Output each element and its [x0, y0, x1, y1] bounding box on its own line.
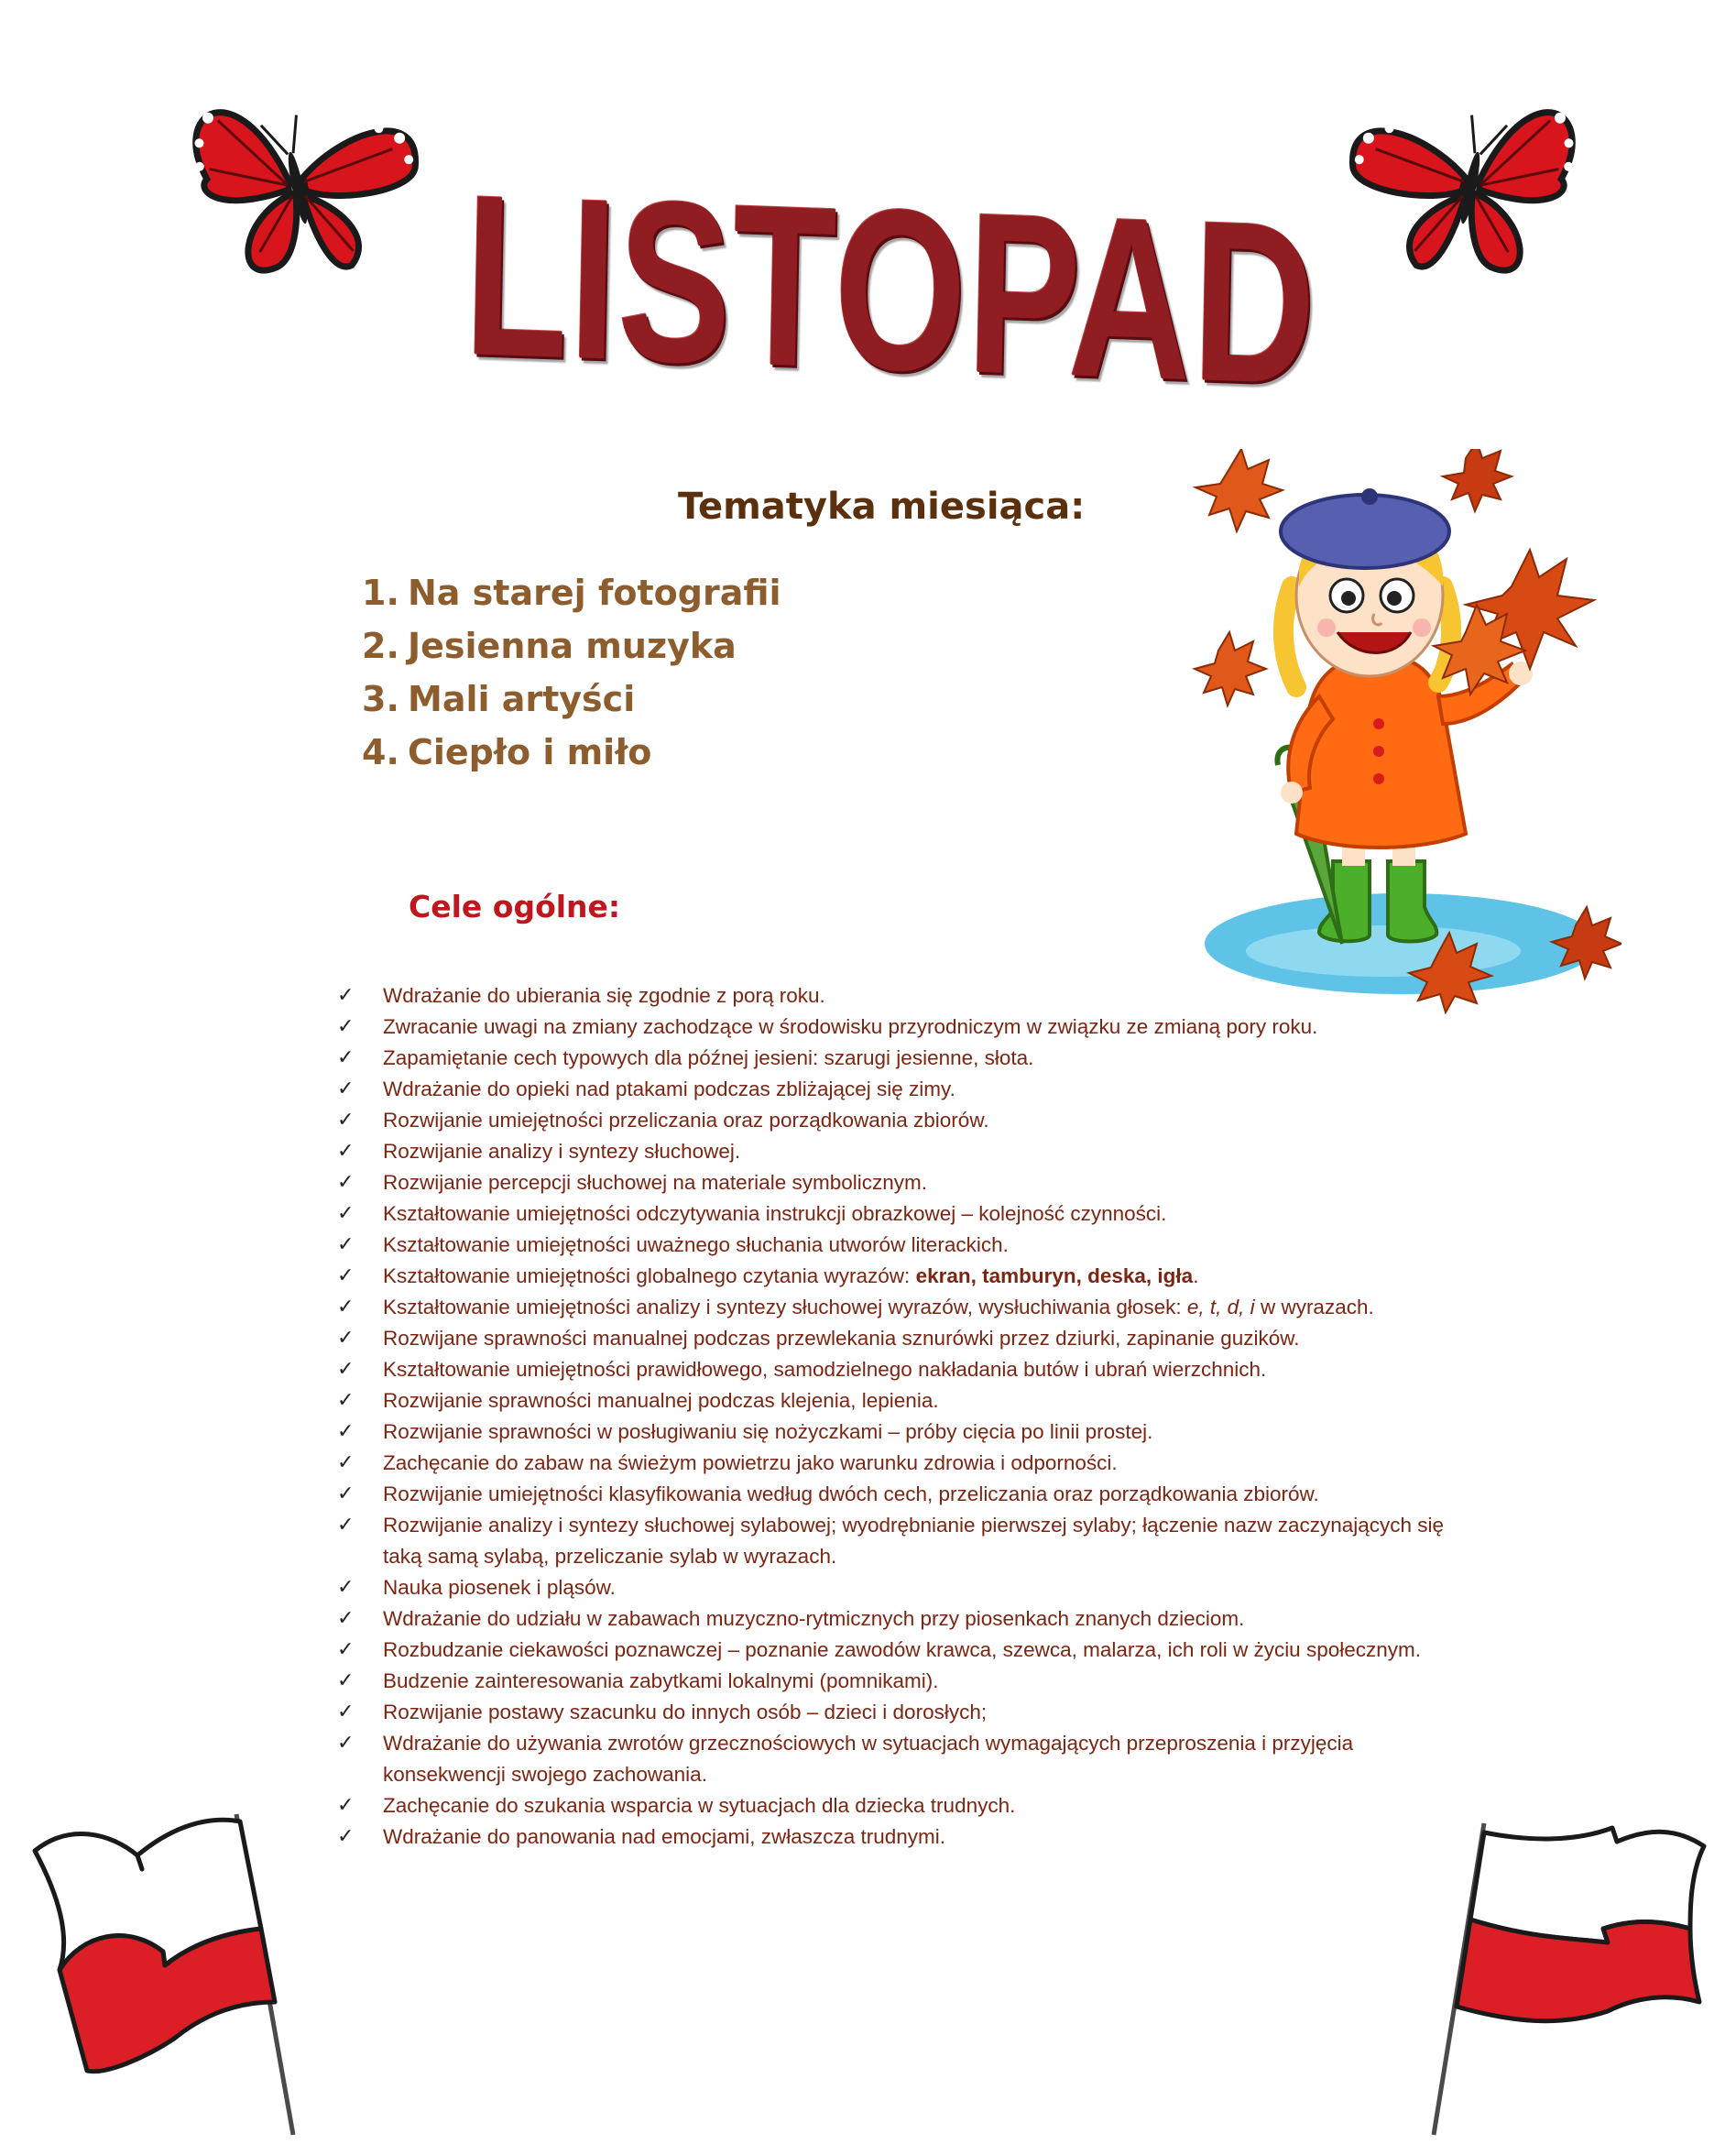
check-icon: ✓: [337, 984, 355, 1007]
goal-item: ✓ Rozwijanie umiejętności przeliczania oraz porządkowania zbiorów.: [337, 1105, 1455, 1136]
goal-item: ✓ Rozbudzanie ciekawości poznawczej – poznanie zawodów krawca, szewca, malarza, ich roli w życiu społecznym.: [337, 1635, 1455, 1666]
goal-item: ✓ Rozwijanie postawy szacunku do innych osób – dzieci i dorosłych;: [337, 1697, 1455, 1728]
check-icon: ✓: [337, 1296, 355, 1318]
check-icon: ✓: [337, 1794, 355, 1817]
goal-item: ✓ Zapamiętanie cech typowych dla późnej jesieni: szarugi jesienne, słota.: [337, 1043, 1455, 1074]
butterfly-right-icon: [1347, 50, 1594, 307]
goal-item: ✓ Kształtowanie umiejętności globalnego czytania wyrazów: ekran, tamburyn, deska, igła.: [337, 1261, 1455, 1292]
goal-item: ✓ Rozwijanie sprawności w posługiwaniu się nożyczkami – próby cięcia po linii prostej.: [337, 1417, 1455, 1448]
check-icon: ✓: [337, 1389, 355, 1412]
goal-item: ✓ Kształtowanie umiejętności odczytywania instrukcji obrazkowej – kolejność czynności.: [337, 1198, 1455, 1230]
check-icon: ✓: [337, 1140, 355, 1163]
goal-item: ✓ Rozwijanie analizy i syntezy słuchowej sylabowej; wyodrębnianie pierwszej sylaby; łączenie nazw zaczynających się taką samą sylabą, przeliczanie sylab w wyrazach.: [337, 1510, 1455, 1572]
goal-item: ✓ Zwracanie uwagi na zmiany zachodzące w środowisku przyrodniczym w związku ze zmianą pory roku.: [337, 1012, 1455, 1043]
check-icon: ✓: [337, 1607, 355, 1630]
polish-flag-right-icon: [1429, 1819, 1722, 2139]
goal-item: ✓ Zachęcanie do szukania wsparcia w sytuacjach dla dziecka trudnych.: [337, 1790, 1455, 1821]
goal-item: ✓ Nauka piosenek i pląsów.: [337, 1572, 1455, 1603]
theme-item: 1. Na starej fotografii: [362, 573, 781, 613]
check-icon: ✓: [337, 1701, 355, 1723]
check-icon: ✓: [337, 1732, 355, 1755]
check-icon: ✓: [337, 1420, 355, 1443]
butterfly-left-icon: [174, 50, 421, 307]
goal-item: ✓ Rozwijanie umiejętności klasyfikowania według dwóch cech, przeliczania oraz porządkowania zbiorów.: [337, 1479, 1455, 1510]
goal-item: ✓ Kształtowanie umiejętności uważnego słuchania utworów literackich.: [337, 1230, 1455, 1261]
check-icon: ✓: [337, 1825, 355, 1848]
check-icon: ✓: [337, 1233, 355, 1256]
check-icon: ✓: [337, 1171, 355, 1194]
goal-item: ✓ Wdrażanie do udziału w zabawach muzyczno-rytmicznych przy piosenkach znanych dzieciom.: [337, 1603, 1455, 1635]
goal-item: ✓ Wdrażanie do opieki nad ptakami podczas zbliżającej się zimy.: [337, 1074, 1455, 1105]
page-title: LISTOPAD: [462, 147, 1319, 432]
goal-item: ✓ Wdrażanie do panowania nad emocjami, zwłaszcza trudnymi.: [337, 1821, 1455, 1853]
check-icon: ✓: [337, 1077, 355, 1100]
check-icon: ✓: [337, 1482, 355, 1505]
month-theme-heading: Tematyka miesiąca:: [678, 486, 1086, 528]
theme-item: 2. Jesienna muzyka: [362, 626, 737, 666]
goal-item: ✓ Kształtowanie umiejętności prawidłowego, samodzielnego nakładania butów i ubrań wierzchnich.: [337, 1354, 1455, 1385]
goal-item: ✓ Rozwijane sprawności manualnej podczas przewlekania sznurówki przez dziurki, zapinanie guzików.: [337, 1323, 1455, 1354]
general-goals-heading: Cele ogólne:: [409, 889, 621, 924]
check-icon: ✓: [337, 1638, 355, 1661]
goal-item: ✓ Wdrażanie do używania zwrotów grzecznościowych w sytuacjach wymagających przeproszenia i przyjęcia konsekwencji swojego zachowania.: [337, 1728, 1455, 1790]
goal-item: ✓ Budzenie zainteresowania zabytkami lokalnymi (pomnikami).: [337, 1666, 1455, 1697]
goal-item: ✓ Rozwijanie percepcji słuchowej na materiale symbolicznym.: [337, 1167, 1455, 1198]
theme-item: 3. Mali artyści: [362, 679, 636, 719]
goal-item: ✓ Kształtowanie umiejętności analizy i syntezy słuchowej wyrazów, wysłuchiwania głosek: e, t, d, i w wyrazach.: [337, 1292, 1455, 1323]
check-icon: ✓: [337, 1514, 355, 1537]
goal-item: ✓ Rozwijanie sprawności manualnej podczas klejenia, lepienia.: [337, 1385, 1455, 1417]
polish-flag-left-icon: [27, 1796, 311, 2144]
check-icon: ✓: [337, 1451, 355, 1474]
check-icon: ✓: [337, 1109, 355, 1132]
check-icon: ✓: [337, 1669, 355, 1692]
check-icon: ✓: [337, 1327, 355, 1350]
check-icon: ✓: [337, 1015, 355, 1038]
goal-item: ✓ Wdrażanie do ubierania się zgodnie z porą roku.: [337, 980, 1455, 1012]
goals-list: [337, 980, 1455, 1853]
check-icon: ✓: [337, 1264, 355, 1287]
check-icon: ✓: [337, 1576, 355, 1599]
check-icon: ✓: [337, 1202, 355, 1225]
check-icon: ✓: [337, 1046, 355, 1069]
girl-with-umbrella-illustration: [1191, 449, 1621, 1017]
goal-item: ✓ Zachęcanie do zabaw na świeżym powietrzu jako warunku zdrowia i odporności.: [337, 1448, 1455, 1479]
goal-item: ✓ Rozwijanie analizy i syntezy słuchowej.: [337, 1136, 1455, 1167]
theme-item: 4. Ciepło i miło: [362, 732, 652, 772]
themes-list: [362, 566, 781, 779]
check-icon: ✓: [337, 1358, 355, 1381]
